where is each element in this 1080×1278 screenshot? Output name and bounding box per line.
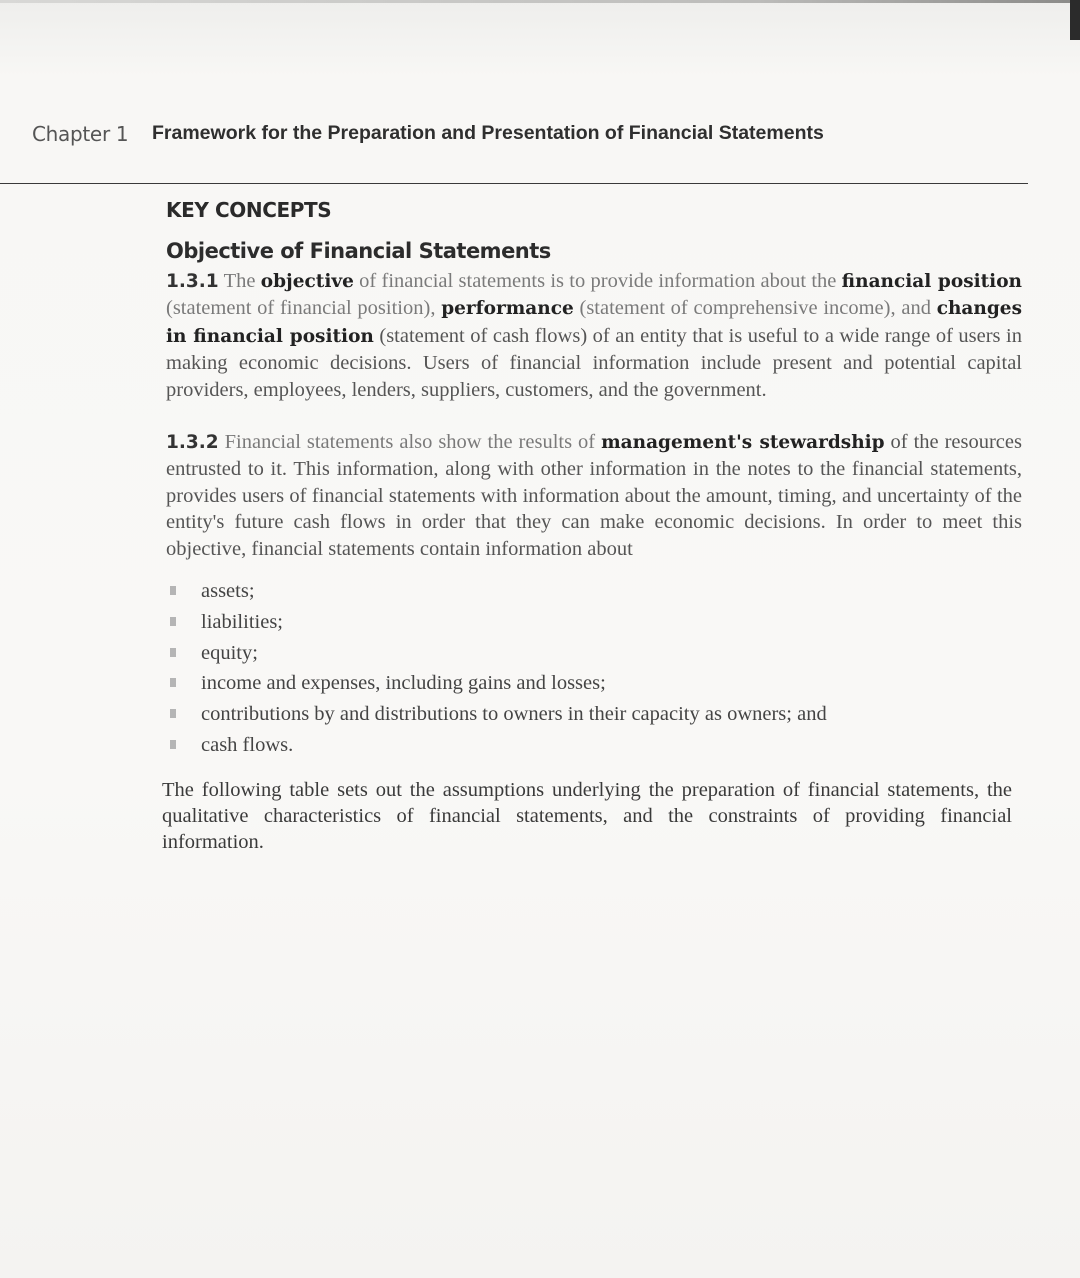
header-rule xyxy=(0,183,1028,184)
list-item xyxy=(166,699,1022,730)
list-item xyxy=(166,607,1022,638)
paragraph-text: (statement of cash flows) of an entity that is useful to a wide range of users in making economic decisions. Users of financial information include present and potential capital providers, employees, lenders, suppliers, customers, and the government. xyxy=(166,324,1022,401)
main-content xyxy=(162,196,1022,855)
paragraph-text: The xyxy=(218,270,261,292)
paragraph-text: of the resources entrusted to it. This information, along with other information in the notes to the financial statements, provides users of financial statements with information about the amount, timing, and uncertainty of the entity's future cash flows in order that they can make economic decisions. In order to meet this objective, financial statements contain information about xyxy=(166,431,1022,560)
list-item-text: liabilities; xyxy=(201,610,283,633)
paragraph-number: 1.3.1 xyxy=(166,271,219,292)
paragraph-text: Financial statements also show the results of xyxy=(218,431,602,454)
bold-term: objective xyxy=(260,271,354,292)
paragraph-1-3-2 xyxy=(166,429,1022,562)
paragraph-text: (statement of comprehensive income), and xyxy=(573,297,937,320)
paragraph-text: of financial statements is to provide information about the xyxy=(353,270,842,292)
bold-term: changes in financial position xyxy=(166,298,1022,347)
chapter-label: Chapter 1 xyxy=(32,122,129,146)
paragraph-1-3-1 xyxy=(166,268,1022,403)
running-header xyxy=(32,120,1032,150)
running-title: Framework for the Preparation and Presentation of Financial Statements xyxy=(152,122,824,144)
section-heading: Objective of Financial Statements xyxy=(166,239,551,263)
list-item-text: income and expenses, including gains and losses; xyxy=(201,672,606,695)
bullet-icon xyxy=(170,678,176,687)
paragraph-text: (statement of financial position), xyxy=(166,297,442,320)
paragraph-number: 1.3.2 xyxy=(166,432,219,454)
bold-term: financial position xyxy=(841,271,1022,292)
page-top-edge xyxy=(0,0,1080,3)
bold-term: management's stewardship xyxy=(601,432,885,454)
list-item xyxy=(166,576,1022,607)
bullet-icon xyxy=(170,617,176,626)
list-item xyxy=(166,638,1022,669)
list-item-text: assets; xyxy=(201,580,255,603)
page-corner-shadow xyxy=(1070,0,1080,40)
list-item-text: cash flows. xyxy=(201,734,294,757)
bullet-icon xyxy=(170,709,176,718)
list-item xyxy=(166,730,1022,761)
bullet-icon xyxy=(170,586,176,595)
list-item xyxy=(166,668,1022,699)
list-item-text: equity; xyxy=(201,641,258,664)
bullet-icon xyxy=(170,648,176,657)
list-item-text: contributions by and distributions to owners in their capacity as owners; and xyxy=(201,703,827,726)
key-concepts-heading: KEY CONCEPTS xyxy=(166,198,332,222)
bold-term: performance xyxy=(441,298,574,320)
bullet-icon xyxy=(170,740,176,749)
bullet-list xyxy=(166,576,1022,761)
closing-paragraph: The following table sets out the assumptions underlying the preparation of financial statements, the qualitative characteristics of financial statements, and the constraints of providing financial information. xyxy=(162,778,1012,853)
